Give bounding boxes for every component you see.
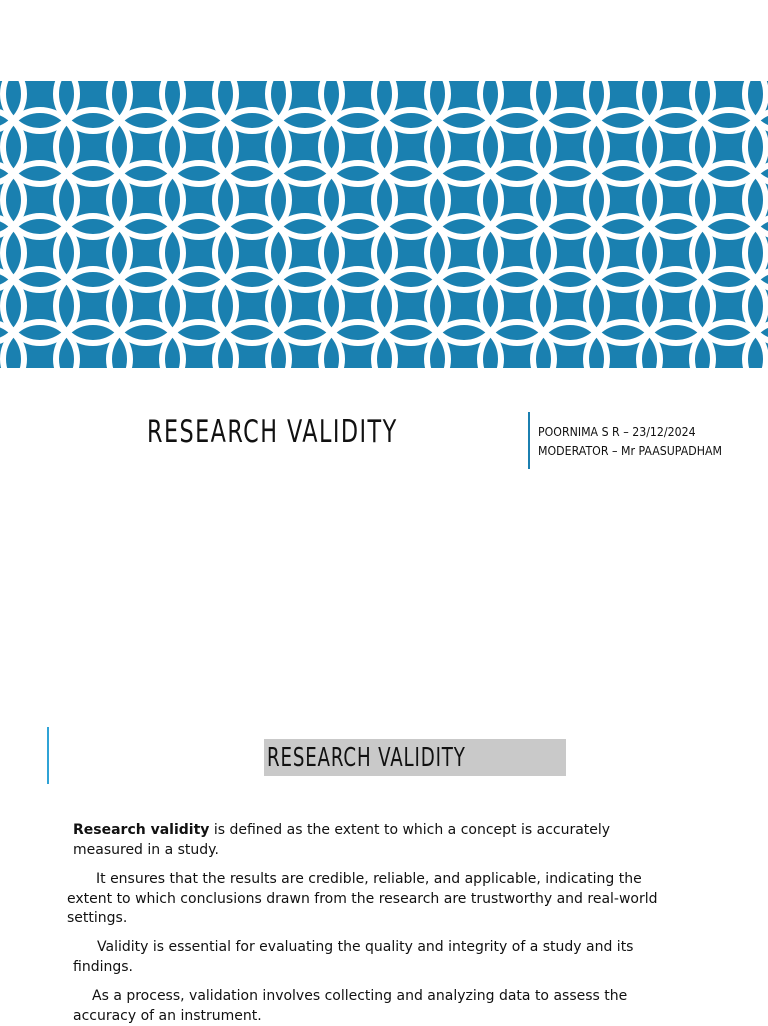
- presenter-line: POORNIMA S R – 23/12/2024: [538, 424, 696, 439]
- paragraph-1-bold: Research validity: [73, 822, 210, 838]
- slide-heading-text: RESEARCH VALIDITY: [267, 742, 466, 773]
- paragraph-2-text: It ensures that the results are credible, reliable, and applicable, indicating the extent to which conclusions drawn from the research are trustworthy and real-world settings.: [67, 871, 658, 926]
- paragraph-4: [73, 987, 663, 1026]
- presenter-info: [538, 422, 747, 460]
- paragraph-1: [73, 821, 683, 860]
- accent-line: [47, 727, 49, 784]
- paragraph-1-text: is defined as the extent to which a concept is accurately measured in a study.: [73, 822, 611, 858]
- slide-heading: [264, 739, 566, 776]
- decorative-pattern-banner: [0, 81, 768, 368]
- moderator-line: MODERATOR – Mr PAASUPADHAM: [538, 443, 723, 458]
- content-slide: [0, 700, 768, 1024]
- slide-title: RESEARCH VALIDITY: [147, 414, 398, 450]
- paragraph-3-text: Validity is essential for evaluating the quality and integrity of a study and its findings.: [73, 939, 634, 975]
- paragraph-4-text: As a process, validation involves collecting and analyzing data to assess the accuracy of an instrument.: [73, 988, 628, 1024]
- paragraph-3: [73, 938, 663, 977]
- paragraph-2: [67, 870, 667, 929]
- vertical-divider: [528, 412, 530, 469]
